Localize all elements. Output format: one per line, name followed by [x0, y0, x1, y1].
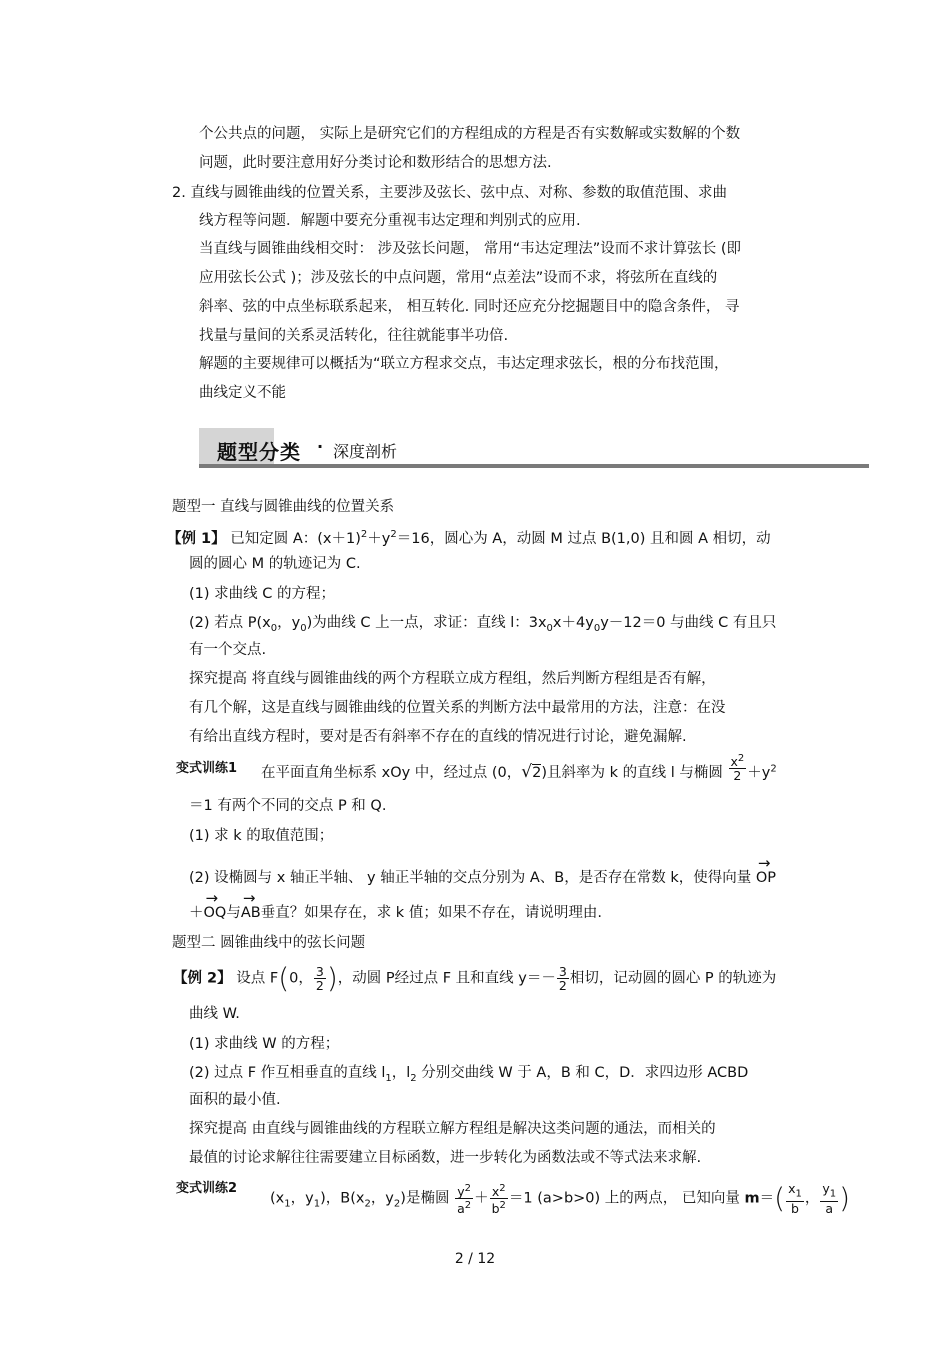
text: (2) 设椭圆与 x 轴正半轴、 y 轴正半轴的交点分别为 A、B，是否存在常数 k，使得向量 [189, 870, 752, 886]
numerator: x [730, 754, 738, 770]
text: (2) 若点 P(x [189, 615, 271, 631]
text-line: 解题的主要规律可以概括为“联立方程求交点，韦达定理求弦长，根的分布找范围， [199, 356, 729, 372]
variant-1-line [176, 758, 237, 779]
text-line: 当直线与圆锥曲线相交时： 涉及弦长问题， 常用“韦达定理法”设而不求计算弦长 (即 [199, 241, 742, 257]
paren: ) [326, 961, 338, 995]
paren: ( [278, 961, 290, 995]
superscript: 2 [499, 1183, 506, 1194]
variant-1-statement [261, 753, 777, 788]
insight-line: 有几个解，这是直线与圆锥曲线的位置关系的判断方法中最常用的方法，注意：在没 [189, 700, 726, 716]
variant-tag: 变式训练2 [176, 1181, 238, 1196]
type-heading: 题型二 圆锥曲线中的弦长问题 [172, 935, 366, 951]
question-2 [189, 1063, 748, 1089]
text: 在平面直角坐标系 xOy 中，经过点 (0， [261, 765, 522, 782]
fraction [786, 1182, 804, 1215]
banner-title: 题型分类 [217, 440, 301, 464]
fraction [729, 752, 747, 782]
question-2 [189, 868, 776, 888]
paren: ) [839, 1181, 851, 1215]
fraction [820, 1182, 838, 1215]
question-2 [189, 613, 776, 639]
text: 已知定圆 A：(x＋1) [230, 530, 361, 547]
denominator: b [491, 1201, 500, 1217]
text: ，动圆 P经过点 F 且和直线 y＝－ [337, 970, 556, 987]
fraction [490, 1182, 508, 1215]
denominator: a [825, 1200, 834, 1216]
subscript: 2 [410, 1072, 417, 1084]
fraction [314, 965, 326, 992]
example-tag: 【例 1】 [167, 530, 226, 547]
variant-2-statement [270, 1182, 850, 1215]
text: )是椭圆 [400, 1190, 450, 1207]
fraction [455, 1182, 473, 1215]
subscript: 0 [546, 622, 553, 634]
text: ＋y [367, 530, 391, 547]
text: (2) 过点 F 作互相垂直的直线 l [189, 1065, 386, 1081]
example-1-line [167, 525, 771, 549]
insight-line: 探究提高 将直线与圆锥曲线的两个方程联立成方程组，然后判断方程组是否有解， [189, 671, 716, 687]
variant-tag: 变式训练1 [176, 761, 238, 776]
text-line: 圆的圆心 M 的轨迹记为 C. [189, 556, 361, 572]
subscript: 0 [593, 622, 601, 634]
numerator: x [491, 1184, 500, 1200]
text: 0， [289, 970, 313, 987]
subscript: 1 [313, 1198, 321, 1210]
numerator: 3 [315, 964, 324, 979]
text-line: 曲线定义不能 [199, 385, 286, 401]
insight-line: 探究提高 由直线与圆锥曲线的方程联立解方程组是解决这类问题的通法，而相关的 [189, 1121, 716, 1137]
vector-m: m [744, 1190, 760, 1207]
superscript: 2 [499, 1200, 506, 1212]
text-line: 有一个交点. [189, 642, 267, 658]
vector-ab: → AB [241, 903, 261, 923]
subscript: 2 [364, 1198, 371, 1210]
superscript: 2 [464, 1183, 471, 1194]
text: ＝ [759, 1190, 775, 1207]
vector-op: → OP [756, 868, 776, 888]
insight-line: 有给出直线方程时，要对是否有斜率不存在的直线的情况进行讨论，避免漏解. [189, 729, 687, 745]
text: ＋ [474, 1190, 489, 1207]
numerator: y [457, 1184, 465, 1200]
text: )为曲线 C 上一点，求证：直线 l：3x [306, 615, 547, 631]
denominator: 2 [733, 768, 742, 784]
fraction [557, 965, 569, 992]
text-line: 应用弦长公式 )；涉及弦长的中点问题，常用“点差法”设而不求，将弦所在直线的 [199, 270, 718, 286]
subscript: 2 [393, 1198, 401, 1210]
paren: ( [774, 1181, 786, 1215]
denominator: 2 [315, 978, 324, 993]
text-line: 2. 直线与圆锥曲线的位置关系，主要涉及弦长、弦中点、对称、参数的取值范围、求曲 [172, 185, 727, 201]
text: ，y [290, 1190, 314, 1207]
text: ＋ [189, 905, 204, 921]
text: (x [270, 1190, 285, 1207]
question-1: (1) 求 k 的取值范围； [189, 828, 334, 844]
subscript: 1 [829, 1188, 837, 1200]
text: ＋y [747, 765, 771, 782]
denominator: a [457, 1201, 465, 1217]
example-2-line [173, 961, 777, 995]
denominator: b [790, 1200, 799, 1216]
text: y－12＝0 与曲线 C 有且只 [600, 615, 777, 631]
sqrt-symbol: √ [521, 762, 533, 783]
text: x＋4y [552, 615, 594, 631]
text-line: 斜率、弦的中点坐标联系起来， 相互转化. 同时还应充分挖掘题目中的隐含条件， 寻 [199, 299, 740, 315]
text-line: 个公共点的问题， 实际上是研究它们的方程组成的方程是否有实数解或实数解的个数 [199, 126, 741, 142]
text: )且斜率为 k 的直线 l 与椭圆 [541, 765, 723, 782]
text: ，y [370, 1190, 394, 1207]
type-heading: 题型一 直线与圆锥曲线的位置关系 [172, 499, 395, 515]
text: ＝1 (a>b>0) 上的两点， 已知向量 [508, 1190, 745, 1207]
text: ＝16，圆心为 A，动圆 M 过点 B(1,0) 且和圆 A 相切，动 [396, 530, 771, 547]
superscript: 2 [390, 529, 397, 540]
insight-line: 最值的讨论求解往往需要建立目标函数，进一步转化为函数法或不等式法来求解. [189, 1150, 702, 1166]
question-1: (1) 求曲线 W 的方程； [189, 1036, 340, 1052]
text-line: 线方程等问题．解题中要充分重视韦达定理和判别式的应用. [199, 213, 581, 229]
example-tag: 【例 2】 [173, 970, 232, 987]
superscript: 2 [360, 529, 368, 540]
text: 相切，记动圆的圆心 P 的轨迹为 [569, 970, 777, 987]
subscript: 0 [270, 622, 278, 634]
text: ，y [277, 615, 301, 631]
numerator: y [822, 1181, 830, 1197]
subscript: 1 [795, 1188, 802, 1200]
text-line: 面积的最小值. [189, 1092, 281, 1108]
section-banner [199, 428, 869, 470]
question-1: (1) 求曲线 C 的方程； [189, 586, 335, 602]
text-line: 曲线 W. [189, 1006, 240, 1022]
text-line: ＝1 有两个不同的交点 P 和 Q. [189, 798, 387, 814]
text: 设点 F [236, 970, 279, 987]
variant-2-line [176, 1178, 237, 1199]
text: 2 [532, 765, 542, 782]
vector-oq: → OQ [204, 903, 227, 923]
subscript: 1 [385, 1072, 392, 1084]
text: 分别交曲线 W 于 A，B 和 C，D．求四边形 ACBD [416, 1065, 749, 1081]
banner-dot: · [317, 437, 324, 456]
page-number: 2 / 12 [454, 1251, 496, 1267]
superscript: 2 [770, 763, 777, 775]
text: )，B(x [320, 1190, 365, 1207]
banner-subtitle: 深度剖析 [333, 442, 398, 461]
text: 与 [226, 905, 241, 921]
text-line [189, 903, 602, 923]
numerator: 3 [558, 964, 567, 979]
superscript: 2 [464, 1200, 472, 1212]
text: ，l [391, 1065, 411, 1081]
numerator: x [788, 1181, 796, 1197]
subscript: 0 [300, 622, 307, 634]
superscript: 2 [737, 753, 745, 764]
denominator: 2 [558, 978, 567, 993]
text: 垂直？如果存在，求 k 值；如果不存在，请说明理由. [260, 905, 602, 921]
text: ， [804, 1190, 820, 1207]
text-line: 找量与量间的关系灵活转化，往往就能事半功倍. [199, 328, 509, 344]
text-line: 问题，此时要注意用好分类讨论和数形结合的思想方法. [199, 155, 552, 171]
subscript: 1 [284, 1198, 291, 1210]
